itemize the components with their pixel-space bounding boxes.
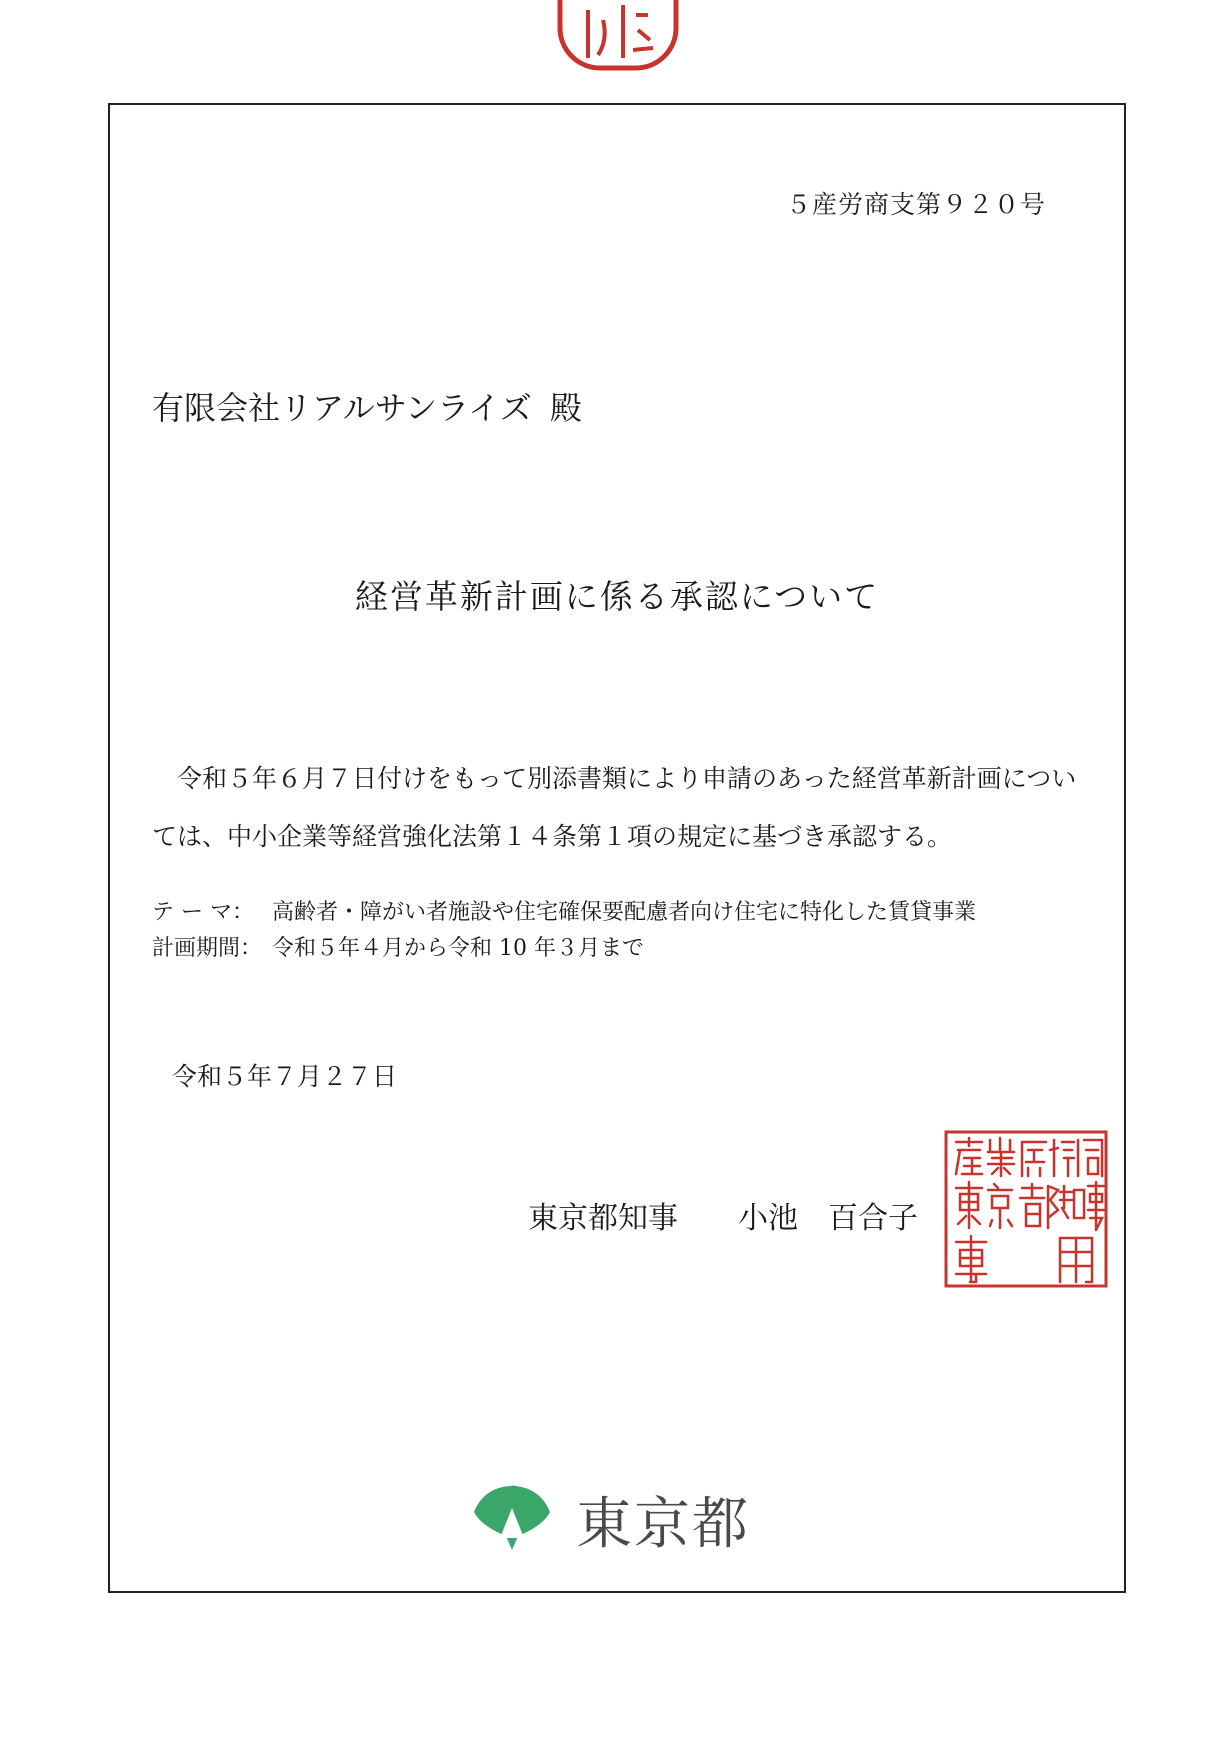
recipient-name: 有限会社リアルサンライズ [152,389,532,427]
official-seal-stamp [942,1128,1110,1290]
document-number: ５産労商支第９２０号 [785,190,1046,219]
tokyo-logo [472,1480,750,1560]
document-frame [108,103,1126,1593]
logo-text: 東京都 [576,1492,750,1557]
detail-value: 高齢者・障がい者施設や住宅確保要配慮者向け住宅に特化した賃貸事業 [272,900,977,925]
detail-row-period [152,931,976,967]
detail-label: テ ー マ： [152,900,254,925]
detail-row-theme [152,895,976,931]
recipient [152,383,582,429]
top-seal-stamp [548,0,688,80]
document-title: 経営革新計画に係る承認について [354,577,880,616]
detail-label: 計画期間： [152,936,263,961]
signatory-name: 小池 百合子 [738,1201,918,1236]
plan-details [152,895,976,967]
signature [528,1193,918,1237]
body-paragraph: 令和５年６月７日付けをもって別添書類により申請のあった経営革新計画については、中小企業等経営強化法第１４条第１項の規定に基づき承認する。 [152,764,1077,851]
issue-date: 令和５年７月２７日 [172,1062,398,1091]
signatory-title: 東京都知事 [528,1201,678,1236]
recipient-honorific: 殿 [549,389,582,427]
detail-value: 令和５年４月から令和 10 年３月まで [272,936,644,961]
ginkgo-leaf-icon [472,1480,552,1560]
